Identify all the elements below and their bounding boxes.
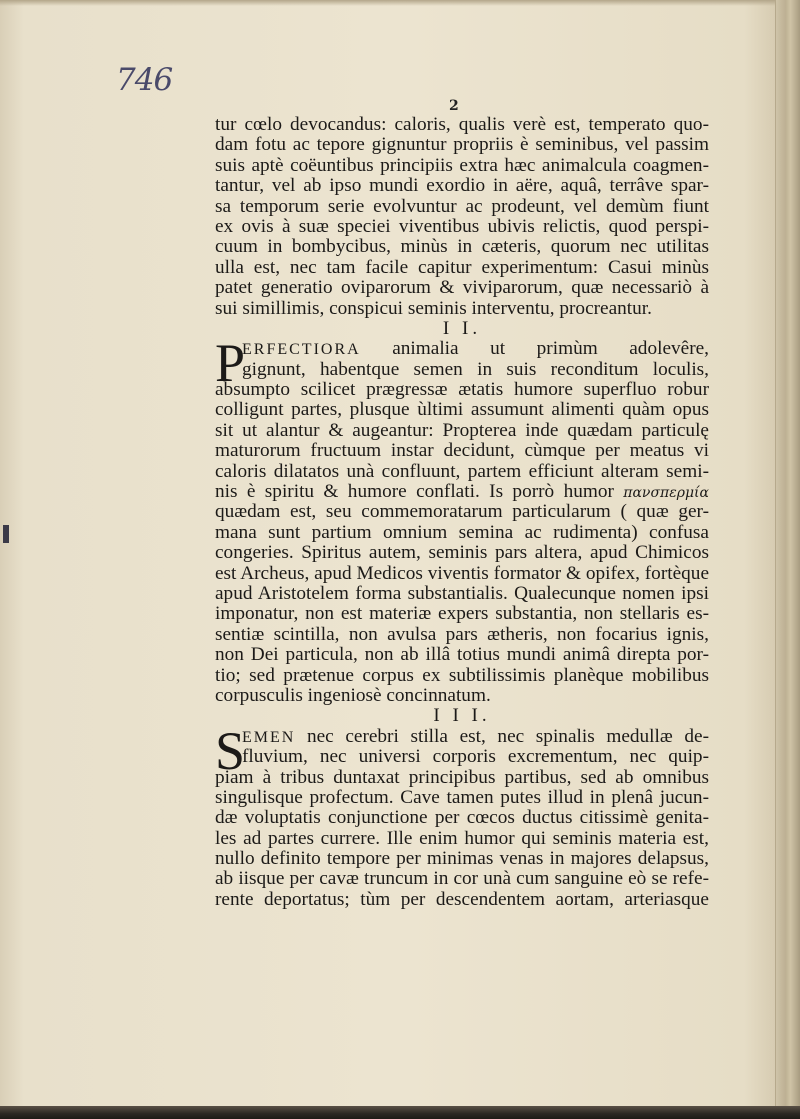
page-right-edge: [775, 0, 800, 1106]
text-line: imponatur, non est materiæ expers substantia, non stellaris es-: [215, 603, 709, 625]
drop-cap-p: P: [215, 333, 246, 394]
text-span: animalia ut primùm adolevêre,: [360, 338, 709, 360]
binding-mark: [3, 525, 9, 543]
text-line: maturorum fructuum instar decidunt, cùmque per meatus vi: [215, 440, 709, 462]
text-line: nullo definito tempore per minimas venas in majores delapsus,: [215, 848, 709, 870]
text-line: congeries. Spiritus autem, seminis pars altera, apud Chimicos: [215, 542, 709, 564]
text-line: patet generatio oviparorum & viviparorum, quæ necessariò à: [215, 277, 709, 299]
text-line: sui simillimis, conspicui seminis interventu, procreantur.: [215, 297, 652, 319]
main-text: [215, 115, 709, 910]
text-line: sa temporum serie evolvuntur ac prodeunt, vel demùm fiunt: [215, 195, 709, 217]
text-line: tio; sed prætenue corpus ex subtilissimis planèque mobilibus: [215, 664, 709, 686]
intro-paragraph: [215, 115, 709, 319]
small-caps-word: EMEN: [242, 728, 296, 746]
text-line: absumpto scilicet prægressæ ætatis humore superfluo robur: [215, 379, 709, 401]
page-top-edge: [0, 0, 800, 6]
text-span: nec cerebri stilla est, nec spinalis medullæ de-: [295, 725, 709, 747]
page-bottom-edge: [0, 1106, 800, 1119]
text-line: tur cœlo devocandus: caloris, qualis verè est, temperato quo-: [215, 114, 709, 135]
text-line: ab iisque per cavæ truncum in cor unà cum sanguine eò se refe-: [215, 868, 709, 890]
small-caps-word: ERFECTIORA: [242, 341, 361, 359]
text-line: dam fotu ac tepore gignuntur propriis è seminibus, vel passim: [215, 134, 709, 156]
text-line: ulla est, nec tam facile capitur experimentum: Casui minùs: [215, 256, 709, 278]
page-signature: 2: [449, 98, 459, 114]
text-span: nis è spiritu & humore conflati. Is porrò humor: [215, 481, 624, 503]
text-line: [215, 339, 709, 359]
text-line: suis aptè coëuntibus principiis extra hæc animalcula coagmen-: [215, 154, 709, 176]
section-iii: [215, 720, 709, 911]
handwritten-folio-number: 746: [116, 62, 173, 98]
text-line: tantur, vel ab ipso mundi exordio in aëre, aquâ, terrâve spar-: [215, 175, 709, 197]
text-line: rente deportatus; tùm per descendentem aortam, arteriasque: [215, 888, 709, 910]
text-line: apud Aristotelem forma substantialis. Qualecunque nomen ipsi: [215, 582, 709, 604]
text-line: piam à tribus duntaxat principibus partibus, sed ab omnibus: [215, 766, 709, 788]
text-line: gignunt, habentque semen in suis reconditum loculis,: [242, 358, 709, 380]
text-line: ex ovis à suæ speciei viventibus ubivis relictis, quod perspi-: [215, 215, 709, 237]
text-line: sit ut alantur & augeantur: Propterea inde quædam particulę: [215, 419, 709, 441]
text-line: fluvium, nec universi corporis excrementum, nec quip-: [242, 746, 709, 768]
text-line: quædam est, seu commemoratarum particularum ( quæ ger-: [215, 501, 709, 523]
text-line: dæ voluptatis conjunctione per cœcos ductus citissimè genita-: [215, 807, 709, 829]
text-line: caloris dilatatos unà confluunt, partem efficiunt alteram semi-: [215, 460, 709, 482]
text-line: singulisque profectum. Cave tamen putes illud in plenâ jucun-: [215, 786, 709, 808]
text-line: mana sunt partium omnium semina ac rudimenta) confusa: [215, 521, 709, 543]
section-ii: [215, 333, 709, 706]
text-line: est Archeus, apud Medicos viventis formator & opifex, fortèque: [215, 562, 709, 584]
text-line: cuum in bombycibus, minùs in cæteris, quorum nec utilitas: [215, 236, 709, 258]
text-line: [215, 482, 709, 502]
text-line: sentiæ scintilla, non avulsa pars ætheris, non focarius ignis,: [215, 623, 709, 645]
text-line: corpusculis ingeniosè concinnatum.: [215, 684, 491, 706]
drop-cap-s: S: [215, 720, 246, 781]
text-line: les ad partes currere. Ille enim humor qui seminis materia est,: [215, 827, 709, 849]
greek-word: πανσπερμία: [623, 485, 709, 502]
section-heading-iii: I I I.: [433, 705, 491, 727]
text-line: [215, 727, 709, 747]
text-line: colligunt partes, plusque ùltimi assumunt alimenti quàm opus: [215, 399, 709, 421]
text-line: non Dei particula, non ab illâ totius mundi animâ direpta por-: [215, 644, 709, 666]
section-heading-ii: I I.: [442, 317, 482, 339]
